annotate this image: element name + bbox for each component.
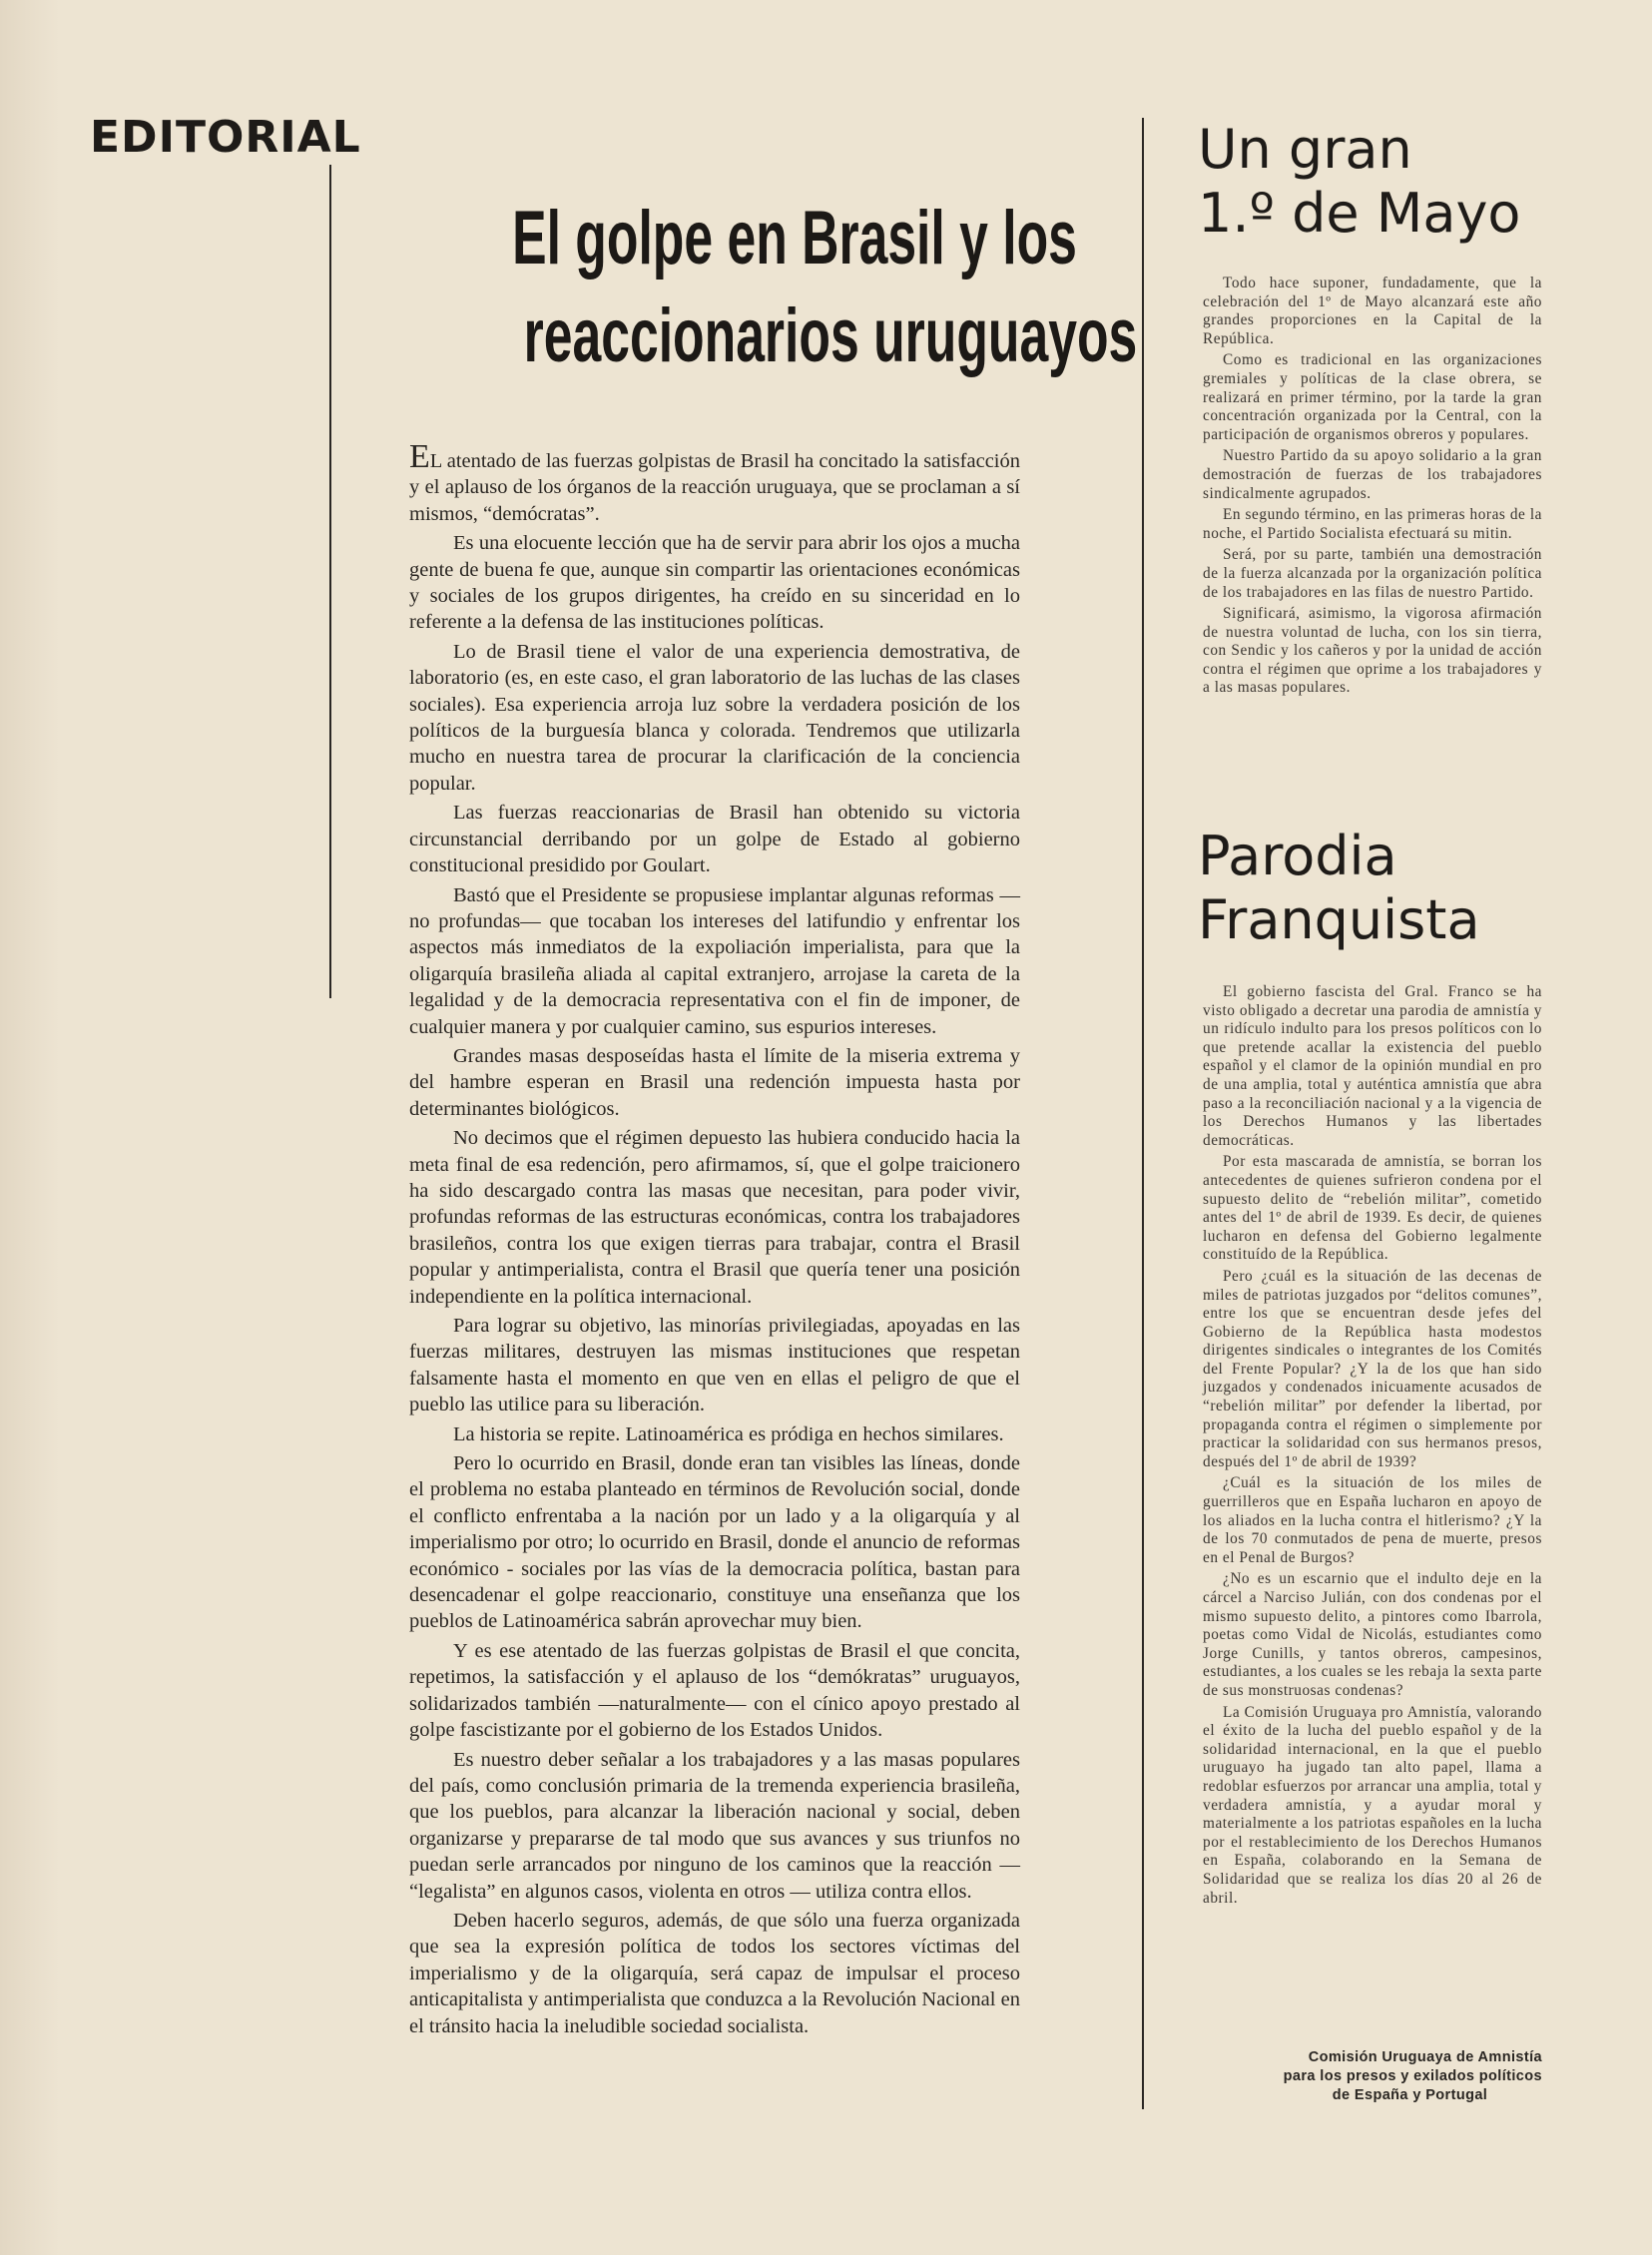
paragraph: No decimos que el régimen depuesto las hubiera conducido hacia la meta final de esa redención, pero afirmamos, sí, que el golpe traicionero ha sido descargado contra las masas que necesitan, para poder vivir, profundas reformas de las estructuras económicas, contra los trabajadores brasileños, contra los que exigen tierras para trabajar, contra el Brasil popular y antimperialista, contra el Brasil que quería tener una posición independiente en la política internacional. [409,1127,1020,1308]
left-column-rule [329,165,331,998]
mayo-body [1203,275,1542,701]
paragraph: Por esta mascarada de amnistía, se borran los antecedentes de quienes sufrieron condena por el supuesto delito de “rebelión militar”, cometido antes del 1º de abril de 1939. Es decir, de quienes lucharon en defensa del Gobierno legalmente constituído de la República. [1203,1153,1542,1264]
paragraph: La Comisión Uruguaya pro Amnistía, valorando el éxito de la lucha del pueblo español y de la solidaridad internacional, en la que el pueblo uruguayo ha jugado tan alto papel, llama a redoblar esfuerzos por arrancar una amplia, total y verdadera amnistía, y a ayudar moral y materialmente a los patriotas españoles en la lucha por el restablecimiento de los Derechos Humanos en España, colaborando en la Semana de Solidaridad que se realiza los días 20 al 26 de abril. [1203,1703,1542,1907]
drop-cap: E [409,438,430,475]
page-edge-shadow [0,0,60,2255]
paragraph: Es una elocuente lección que ha de servir para abrir los ojos a mucha gente de buena fe que, aunque sin compartir las orientaciones económicas y sociales de los grupos dirigentes, ha creído en su sinceridad en lo referente a la defensa de las instituciones políticas. [409,532,1020,634]
paragraph: El gobierno fascista del Gral. Franco se ha visto obligado a decretar una parodia de amnistía y un ridículo indulto para los presos políticos con lo que pretende acallar la existencia del pueblo español y el clamor de la opinión mundial en pro de una amplia, total y auténtica amnistía que abra paso a la reconciliación nacional y a la vigencia de los Derechos Humanos y las libertades democráticas. [1203,983,1542,1149]
paragraph: Como es tradicional en las organizaciones gremiales y políticas de la clase obrera, se realizará en primer término, por la tarde la gran concentración organizada por la Central, con la participación de organismos obreros y populares. [1203,351,1542,443]
paragraph: Y es ese atentado de las fuerzas golpistas de Brasil el que concita, repetimos, la satisfacción y el aplauso de los “demókratas” uruguayos, solidarizados también —naturalmente— con el cínico apoyo prestado al golpe fascistizante por el gobierno de los Estados Unidos. [409,1639,1020,1742]
paragraph: Es nuestro deber señalar a los trabajadores y a las masas populares del país, como conclusión primaria de la tremenda experiencia brasileña, que los pueblos, para alcanzar la liberación nacional y social, deben organizarse y prepararse de tal modo que sus avances y sus triunfos no puedan serle arrancados por ninguno de los caminos que la reacción — “legalista” en algunos casos, violenta en otros — utiliza contra ellos. [409,1748,1020,1903]
section-label: EDITORIAL [90,112,361,163]
paragraph: Lo de Brasil tiene el valor de una experiencia demostrativa, de laboratorio (es, en este caso, el gran laboratorio de las luchas de las clases sociales). Esa experiencia arroja luz sobre la verdadera posición de los políticos de la burguesía blanca y colorada. Tendremos que utilizarla mucho en nuestra tarea de procurar la clarificación de la conciencia popular. [409,640,1020,795]
paragraph: Pero ¿cuál es la situación de las decenas de miles de patriotas juzgados por “delitos comunes”, entre los que se encuentran desde jefes del Gobierno de la República hasta modestos dirigentes sindicales o integrantes de los Comités del Frente Popular? ¿Y la de los que han sido juzgados y condenados inicuamente acusados de “rebelión militar” por defender la libertad, por propaganda contra el régimen o simplemente por practicar la solidaridad con sus hermanos presos, después del 1º de abril de 1939? [1203,1267,1542,1470]
paragraph: Deben hacerlo seguros, además, de que sólo una fuerza organizada que sea la expresión política de todos los sectores víctimas del imperialismo y de la oligarquía, será capaz de impulsar el proceso anticapitalista y antimperialista que conduzca a la Revolución Nacional en el tránsito hacia la ineludible sociedad socialista. [409,1909,1020,2037]
paragraph: Pero lo ocurrido en Brasil, donde eran tan visibles las líneas, donde el problema no estaba planteado en términos de Revolución social, donde el conflicto enfrentaba a la nación por un lado y a la oligarquía y al imperialismo por otro; lo ocurrido en Brasil, donde el anuncio de reformas económico - sociales por las vías de la democracia política, bastan para desencadenar el golpe reaccionario, constituye una enseñanza que los pueblos de Latinoamérica sabrán aprovechar muy bien. [409,1452,1020,1633]
parodia-headline: Parodia Franquista [1198,825,1480,951]
paragraph: ¿Cuál es la situación de los miles de guerrilleros que en España lucharon en apoyo de los aliados en la lucha contra el hitlerismo? ¿Y la de los 70 conmutados de pena de muerte, presos en el Penal de Burgos? [1203,1474,1542,1566]
parodia-body [1203,983,1542,1911]
paragraph: Todo hace suponer, fundadamente, que la celebración del 1º de Mayo alcanzará este año grandes proporciones en la Capital de la República. [1203,275,1542,347]
paragraph: EL atentado de las fuerzas golpistas de Brasil ha concitado la satisfacción y el aplauso de los órganos de la reacción uruguaya, que se proclaman a sí mismos, “demócratas”. [409,438,1020,525]
paragraph: ¿No es un escarnio que el indulto deje en la cárcel a Narciso Julián, con dos condenas por el mismo supuesto delito, a pintores como Ibarrola, poetas como Vidal de Nicolás, estudiantes como Jorge Cunills, y tantos obreros, campesinos, estudiantes, a los cuales se les rebaja la sexta parte de sus monstruosas condenas? [1203,1570,1542,1699]
paragraph: Las fuerzas reaccionarias de Brasil han obtenido su victoria circunstancial derribando por un golpe de Estado al gobierno constitucional presidido por Goulart. [409,802,1020,877]
paragraph: Será, por su parte, también una demostración de la fuerza alcanzada por la organización política de los trabajadores en las filas de nuestro Partido. [1203,546,1542,601]
column-divider-rule [1142,118,1144,2109]
paragraph: Significará, asimismo, la vigorosa afirmación de nuestra voluntad de lucha, con los sin tierra, con Sendic y los cañeros y por la unidad de acción contra el régimen que oprime a los trabajadores y a las masas populares. [1203,605,1542,697]
paragraph: La historia se repite. Latinoamérica es pródiga en hechos similares. [453,1422,1004,1445]
mayo-headline: Un gran 1.º de Mayo [1198,118,1521,245]
paragraph: Nuestro Partido da su apoyo solidario a la gran demostración de fuerzas de los trabajadores sindicalmente agrupados. [1203,447,1542,502]
editorial-body [409,438,1020,2042]
paragraph: Bastó que el Presidente se propusiese implantar algunas reformas —no profundas— que tocaban los intereses del latifundio y enfrentar los aspectos más inmediatos de la expoliación imperialista, para que la oligarquía brasileña aliada al capital extranjero, arrojase la careta de la legalidad y de la democracia representativa con el fin de imponer, de cualquier manera y por cualquier camino, sus espurios intereses. [409,883,1020,1038]
editorial-headline [379,190,1138,385]
headline-line-2: reaccionarios uruguayos [523,293,1138,378]
paragraph: Para lograr su objetivo, las minorías privilegiadas, apoyadas en las fuerzas militares, destruyen las mismas instituciones que respetan falsamente hasta el momento en que ven en ellas el peligro de que el pueblo las utilice para su liberación. [409,1315,1020,1416]
paragraph: En segundo término, en las primeras horas de la noche, el Partido Socialista efectuará su mitin. [1203,506,1542,542]
headline-line-1: El golpe en Brasil y los [512,196,1077,281]
paragraph: Grandes masas desposeídas hasta el límite de la miseria extrema y del hambre esperan en Brasil una redención impuesta hasta por determinantes biológicos. [409,1044,1020,1120]
signature-block: Comisión Uruguaya de Amnistía para los presos y exilados políticos de España y Portugal [1283,2049,1542,2103]
